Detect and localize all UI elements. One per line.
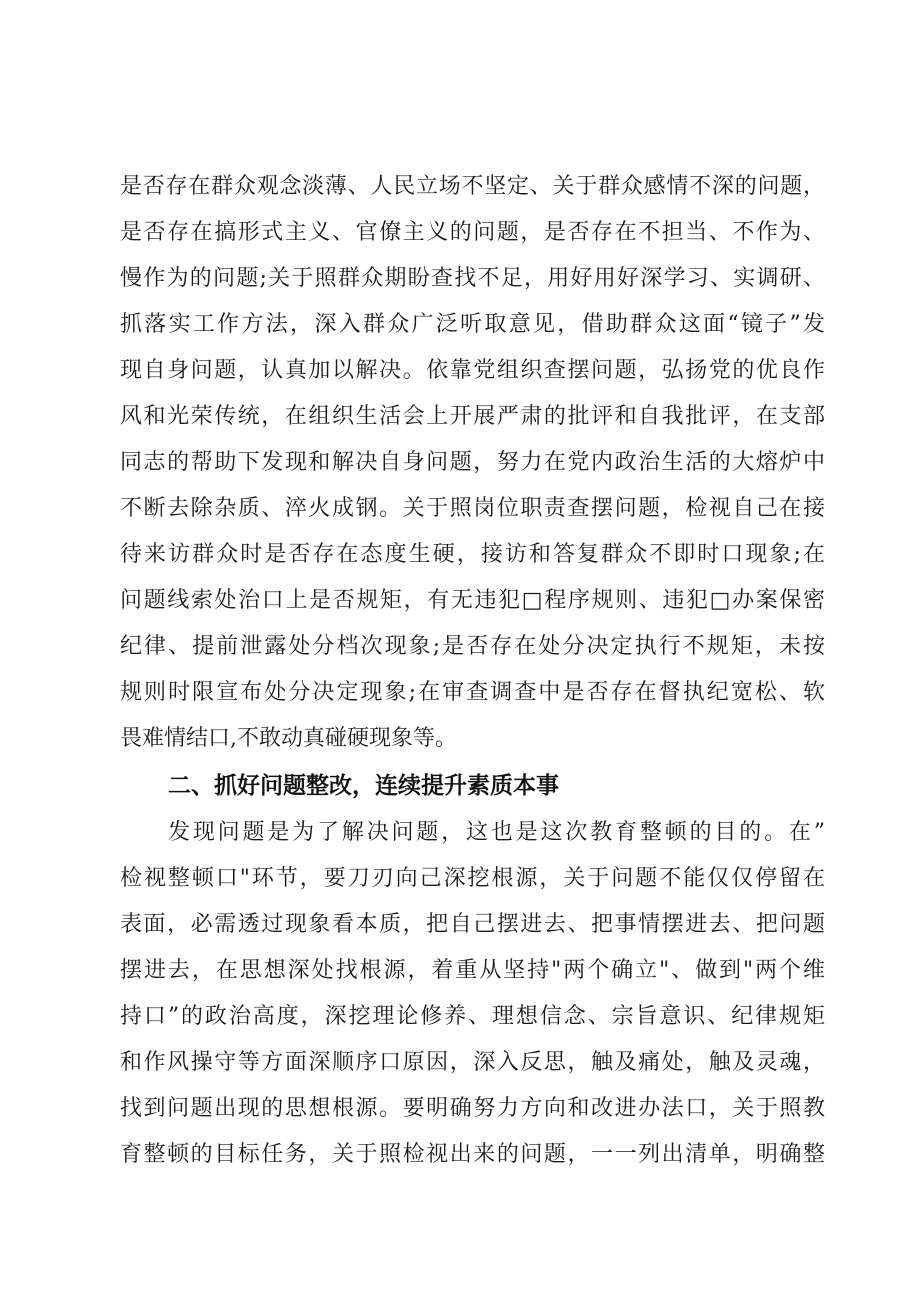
text-line: 待来访群众时是否存在态度生硬，接访和答复群众不即时口现象;在 bbox=[120, 542, 825, 567]
text-line: 不断去除杂质、淬火成钢。关于照岗位职责查摆问题，检视自己在接 bbox=[120, 496, 825, 521]
text-line: 和作风操守等方面深顺序口原因，深入反思，触及痛处，触及灵魂， bbox=[120, 1050, 825, 1075]
text-line: 现自身问题，认真加以解决。依靠党组织查摆问题，弘扬党的优良作 bbox=[120, 358, 825, 383]
text-line: 风和光荣传统，在组织生活会上开展严肃的批评和自我批评，在支部 bbox=[120, 404, 825, 429]
text-line: 慢作为的问题;关于照群众期盼查找不足，用好用好深学习、实调研、 bbox=[120, 266, 825, 291]
text-line: 检视整顿口"环节，要刀刃向己深挖根源，关于问题不能仅仅停留在 bbox=[120, 866, 825, 891]
text-line: 问题线索处治口上是否规矩，有无违犯□程序规则、违犯□办案保密 bbox=[120, 588, 825, 613]
text-line: 持口”的政治高度，深挖理论修养、理想信念、宗旨意识、纪律规矩 bbox=[120, 1004, 825, 1029]
text-line: 同志的帮助下发现和解决自身问题，努力在党内政治生活的大熔炉中 bbox=[120, 450, 825, 475]
text-line: 发现问题是为了解决问题，这也是这次教育整顿的目的。在” bbox=[168, 820, 825, 845]
text-line: 表面，必需透过现象看本质，把自己摆进去、把事情摆进去、把问题 bbox=[120, 912, 825, 937]
text-line: 纪律、提前泄露处分档次现象;是否存在处分决定执行不规矩，未按 bbox=[120, 634, 825, 659]
text-line: 畏难情结口,不敢动真碰硬现象等。 bbox=[120, 726, 457, 751]
section-heading: 二、抓好问题整改，连续提升素质本事 bbox=[168, 773, 559, 799]
text-line: 规则时限宣布处分决定现象;在审查调查中是否存在督执纪宽松、软 bbox=[120, 680, 825, 705]
text-line: 育整顿的目标任务，关于照检视出来的问题，一一列出清单，明确整 bbox=[120, 1142, 825, 1167]
text-line: 是否存在群众观念淡薄、人民立场不坚定、关于群众感情不深的问题， bbox=[120, 174, 825, 199]
text-line: 摆进去，在思想深处找根源，着重从坚持"两个确立"、做到"两个维 bbox=[120, 958, 825, 983]
text-line: 找到问题出现的思想根源。要明确努力方向和改进办法口，关于照教 bbox=[120, 1096, 825, 1121]
text-line: 是否存在搞形式主义、官僚主义的问题，是否存在不担当、不作为、 bbox=[120, 220, 825, 245]
text-line: 抓落实工作方法，深入群众广泛听取意见，借助群众这面“镜子”发 bbox=[120, 312, 825, 337]
